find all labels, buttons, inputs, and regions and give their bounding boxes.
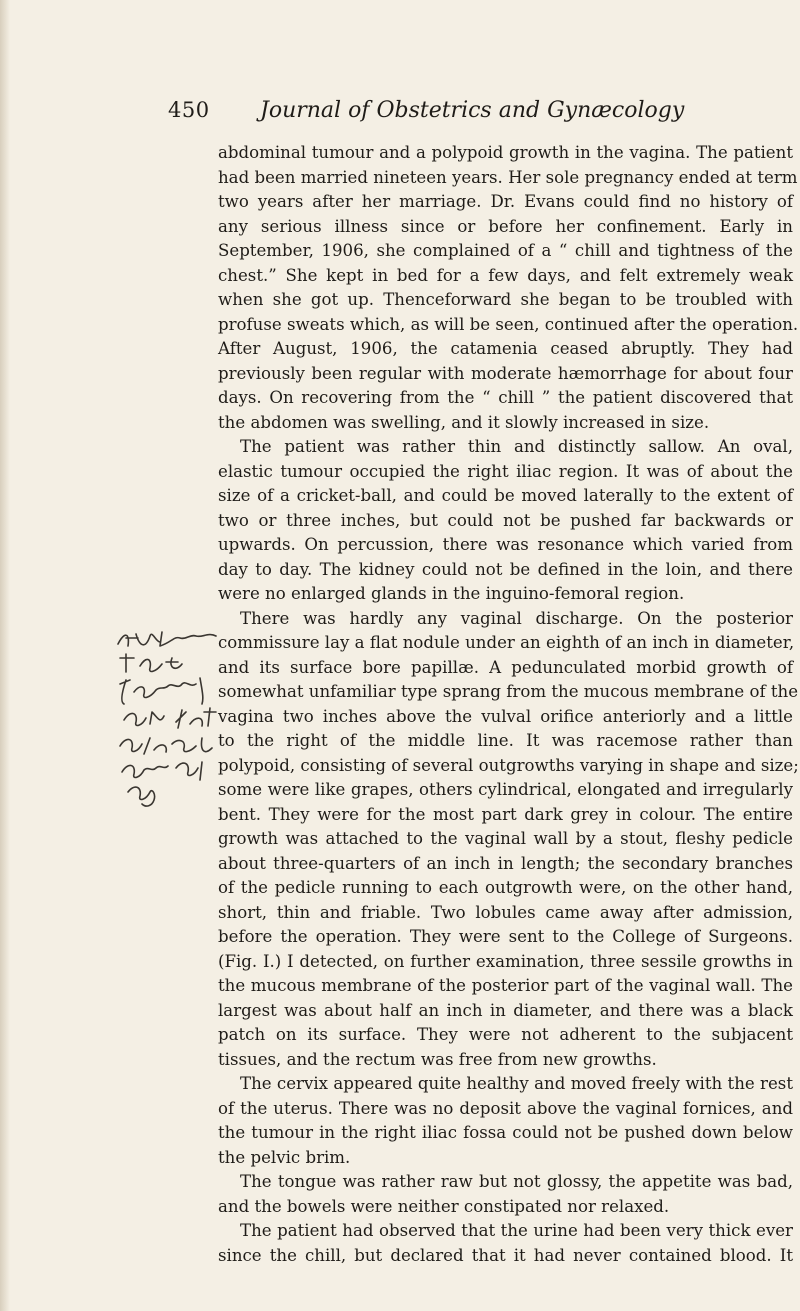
- handwritten-note-icon: [116, 628, 266, 828]
- text-line: two years after her marriage. Dr. Evans could find no history of: [218, 192, 793, 211]
- text-line: patch on its surface. They were not adherent to the subjacent: [218, 1025, 793, 1044]
- text-line: The patient had observed that the urine had been very thick ever: [240, 1221, 793, 1240]
- text-line: of the uterus. There was no deposit above the vaginal fornices, and: [218, 1098, 793, 1118]
- text-line: any serious illness since or before her confinement. Early in: [218, 216, 793, 236]
- text-line: since the chill, but declared that it had never contained blood. It: [218, 1245, 793, 1265]
- text-line: about three-quarters of an inch in length; the secondary branches: [218, 853, 793, 873]
- running-title: Journal of Obstetrics and Gynæcology: [260, 98, 685, 123]
- text-line: the pelvic brim.: [218, 1147, 351, 1167]
- text-line: size of a cricket-ball, and could be moved laterally to the extent of: [218, 486, 793, 505]
- text-line: and its surface bore papillæ. A pedunculated morbid growth of: [218, 657, 793, 677]
- text-line: the tumour in the right iliac fossa could not be pushed down below: [218, 1123, 793, 1142]
- text-line: when she got up. Thenceforward she began to be troubled with: [218, 290, 793, 309]
- text-line: After August, 1906, the catamenia ceased abruptly. They had: [218, 339, 793, 358]
- text-line: commissure lay a flat nodule under an eighth of an inch in diameter,: [218, 633, 795, 652]
- text-line: to the right of the middle line. It was racemose rather than: [218, 731, 793, 750]
- text-line: two or three inches, but could not be pushed far backwards or: [218, 510, 793, 530]
- text-line: (Fig. I.) I detected, on further examination, three sessile growths in: [218, 951, 793, 971]
- text-line: were no enlarged glands in the inguino-femoral region.: [218, 584, 685, 603]
- text-line: tissues, and the rectum was free from new growths.: [218, 1049, 657, 1069]
- text-line: The patient was rather thin and distinctly sallow. An oval,: [240, 437, 793, 456]
- text-line: growth was attached to the vaginal wall by a stout, fleshy pedicle: [218, 829, 793, 848]
- text-line: day to day. The kidney could not be defined in the loin, and there: [218, 559, 793, 579]
- text-line: previously been regular with moderate hæmorrhage for about four: [218, 363, 793, 383]
- text-line: the mucous membrane of the posterior part of the vaginal wall. The: [218, 976, 793, 995]
- text-line: and the bowels were neither constipated nor relaxed.: [218, 1196, 670, 1216]
- text-line: of the pedicle running to each outgrowth were, on the other hand,: [218, 878, 793, 897]
- text-line: The tongue was rather raw but not glossy, the appetite was bad,: [240, 1172, 793, 1191]
- page-number: 450: [168, 98, 210, 122]
- text-line: upwards. On percussion, there was resonance which varied from: [218, 535, 793, 554]
- text-line: somewhat unfamiliar type sprang from the mucous membrane of the: [218, 682, 799, 701]
- text-line: elastic tumour occupied the right iliac region. It was of about the: [218, 461, 793, 481]
- text-line: bent. They were for the most part dark grey in colour. The entire: [218, 804, 793, 824]
- text-line: the abdomen was swelling, and it slowly increased in size.: [218, 412, 710, 432]
- text-line: The cervix appeared quite healthy and moved freely with the rest: [240, 1074, 793, 1093]
- text-line: chest.” She kept in bed for a few days, and felt extremely weak: [218, 265, 793, 285]
- text-line: before the operation. They were sent to the College of Surgeons.: [218, 927, 793, 946]
- text-line: had been married nineteen years. Her sole pregnancy ended at term: [218, 167, 798, 187]
- article-body: [218, 141, 799, 1268]
- text-line: polypoid, consisting of several outgrowths varying in shape and size;: [218, 755, 799, 775]
- text-line: days. On recovering from the “ chill ” the patient discovered that: [218, 388, 793, 407]
- page-header: [168, 98, 728, 132]
- text-line: abdominal tumour and a polypoid growth in the vagina. The patient: [218, 143, 793, 162]
- page-edge-shadow: [0, 0, 10, 1311]
- text-line: September, 1906, she complained of a “ chill and tightness of the: [218, 241, 793, 260]
- text-line: largest was about half an inch in diameter, and there was a black: [218, 1000, 793, 1020]
- text-line: vagina two inches above the vulval orifice anteriorly and a little: [218, 706, 793, 726]
- text-line: short, thin and friable. Two lobules came away after admission,: [218, 902, 793, 922]
- text-line: profuse sweats which, as will be seen, continued after the operation.: [218, 314, 799, 334]
- text-line: There was hardly any vaginal discharge. On the posterior: [240, 608, 793, 628]
- text-line: some were like grapes, others cylindrical, elongated and irregularly: [218, 780, 793, 799]
